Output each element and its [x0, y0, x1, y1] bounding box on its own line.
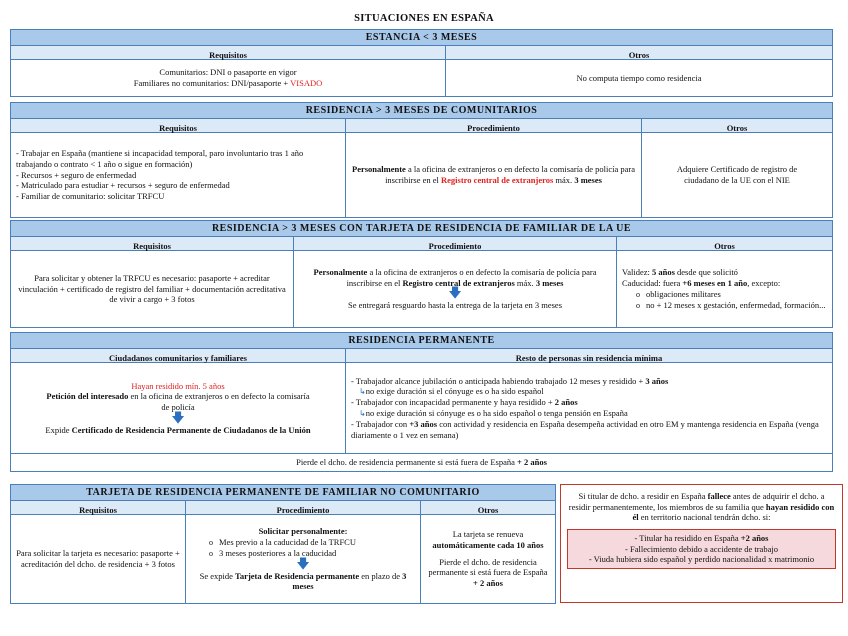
- comunitarios-cell: Hayan residido mín. 5 años Petición del interesado en la oficina de extranjeros o en defecto la comisaría de policía 🡇 Expide Certificado de Residencia Permanente de Ciudadanos de la Unión: [11, 363, 346, 453]
- column-header: Otros: [446, 46, 832, 60]
- return-arrow-icon: ↳: [359, 409, 366, 418]
- footer-note: Pierde el dcho. de residencia permanente si está fuera de España + 2 años: [11, 453, 832, 471]
- column-header: Requisitos: [11, 119, 346, 133]
- requisitos-cell: [11, 60, 446, 96]
- procedimiento-cell: Personalmente a la oficina de extranjeros o en defecto la comisaría de policía para inscribirse en el Registro central de extranjeros máx. 3 meses 🡇 Se entregará resguardo hasta la entrega de la tarjeta en 3 meses: [294, 251, 617, 327]
- otros-cell: Adquiere Certificado de registro de ciudadano de la UE con el NIE: [676, 164, 798, 185]
- column-header: Requisitos: [11, 501, 186, 515]
- list-item: o no + 12 meses x gestación, enfermedad, formación...: [646, 300, 827, 311]
- requisitos-cell: [11, 133, 346, 217]
- req-line: Familiares no comunitarios: DNI/pasaporte + VISADO: [133, 78, 323, 88]
- list-item: o Mes previo a la caducidad de la TRFCU: [219, 537, 415, 548]
- fallecimiento-text: Si titular de dcho. a residir en España fallece antes de adquirir el dcho. a residir permanentemente, los miembros de su familia que hayan residido con él en territorio nacional tendrán dcho. si:: [568, 491, 835, 523]
- section-band: RESIDENCIA > 3 MESES CON TARJETA DE RESIDENCIA DE FAMILIAR DE LA UE: [11, 221, 832, 237]
- req-item: - Matriculado para estudiar + recursos + seguro de enfermedad: [16, 180, 230, 191]
- column-header: Requisitos: [11, 46, 446, 60]
- otros-cell: Validez: 5 años desde que solicitó Caducidad: fuera +6 meses en 1 año, excepto: o obligaciones militares o no + 12 meses x gestación, enfermedad, formación...: [617, 251, 832, 327]
- column-header: Procedimiento: [346, 119, 642, 133]
- section-comunitarios: [10, 102, 833, 218]
- column-header: Otros: [421, 501, 555, 515]
- visado-highlight: VISADO: [290, 78, 323, 88]
- otros-cell: La tarjeta se renueva automáticamente cada 10 años Pierde el dcho. de residencia permanente si está fuera de España + 2 años: [428, 529, 548, 588]
- procedimiento-cell: Solicitar personalmente: o Mes previo a la caducidad de la TRFCU o 3 meses posteriores a la caducidad 🡇 Se expide Tarjeta de Residencia permanente en plazo de 3 meses: [186, 515, 421, 603]
- resto-cell: - Trabajador alcance jubilación o anticipada habiendo trabajado 12 meses y residido + 3 años ↳no exige duración si el cónyuge es o ha sido español - Trabajador con incapacidad permanente y haya residido + 2 años ↳no exige duración si cónyuge es o ha sido español o tenga pensión en España - Trabajador con +3 años con actividad y residencia en España desempeña actividad en otro EM y mantenga residencia en España (venga diariamente o 1 vez en semana): [351, 375, 819, 440]
- column-header: Requisitos: [11, 237, 294, 251]
- return-arrow-icon: ↳: [359, 387, 366, 397]
- column-header: Otros: [642, 119, 832, 133]
- list-item: o obligaciones militares: [646, 289, 827, 300]
- section-tarjeta-no-comunitario: [10, 484, 556, 604]
- req-line: Comunitarios: DNI o pasaporte en vigor: [159, 67, 297, 78]
- column-header: Resto de personas sin residencia mínima: [346, 349, 832, 363]
- arrow-down-icon: 🡇: [171, 410, 185, 426]
- column-header: Ciudadanos comunitarios y familiares: [11, 349, 346, 363]
- req-item: - Recursos + seguro de enfermedad: [16, 169, 137, 180]
- page-title: SITUACIONES EN ESPAÑA: [354, 13, 494, 24]
- section-band: RESIDENCIA > 3 MESES DE COMUNITARIOS: [11, 103, 832, 119]
- requisitos-cell: Para solicitar y obtener la TRFCU es necesario: pasaporte + acreditar vinculación + certificado de registro del familiar + documentación acreditativa de vivir a cargo + 3 fotos: [11, 251, 294, 327]
- section-permanente: [10, 332, 833, 472]
- registro-highlight: Registro central de extranjeros: [441, 175, 554, 185]
- fallecimiento-box: [560, 484, 843, 603]
- arrow-down-icon: 🡇: [296, 556, 310, 572]
- condiciones-box: - Titular ha residido en España +2 años - Fallecimiento debido a accidente de trabajo - Viuda hubiera sido español y perdido nacionalidad x matrimonio: [567, 529, 836, 569]
- column-header: Procedimiento: [186, 501, 421, 515]
- column-header: Procedimiento: [294, 237, 617, 251]
- list-item: o 3 meses posteriores a la caducidad: [219, 548, 415, 559]
- section-band: RESIDENCIA PERMANENTE: [11, 333, 832, 349]
- arrow-down-icon: 🡇: [448, 286, 462, 302]
- req-item: - Familiar de comunitario: solicitar TRFCU: [16, 190, 165, 201]
- section-band: TARJETA DE RESIDENCIA PERMANENTE DE FAMILIAR NO COMUNITARIO: [11, 485, 555, 501]
- requisitos-cell: Para solicitar la tarjeta es necesario: pasaporte + acreditación del dcho. de residencia + 3 fotos: [11, 515, 186, 603]
- req-item: - Trabajar en España (mantiene si incapacidad temporal, paro involuntario tras 1 año trabajando o contrato < 1 año o sigue en formación): [16, 148, 304, 170]
- procedimiento-cell: Personalmente a la oficina de extranjeros o en defecto la comisaría de policía para inscribirse en el Registro central de extranjeros máx. 3 meses: [346, 133, 642, 217]
- section-estancia: [10, 29, 833, 97]
- section-band: ESTANCIA < 3 MESES: [11, 30, 832, 46]
- section-familiar-ue: [10, 220, 833, 328]
- otros-cell: No computa tiempo como residencia: [576, 72, 702, 83]
- column-header: Otros: [617, 237, 832, 251]
